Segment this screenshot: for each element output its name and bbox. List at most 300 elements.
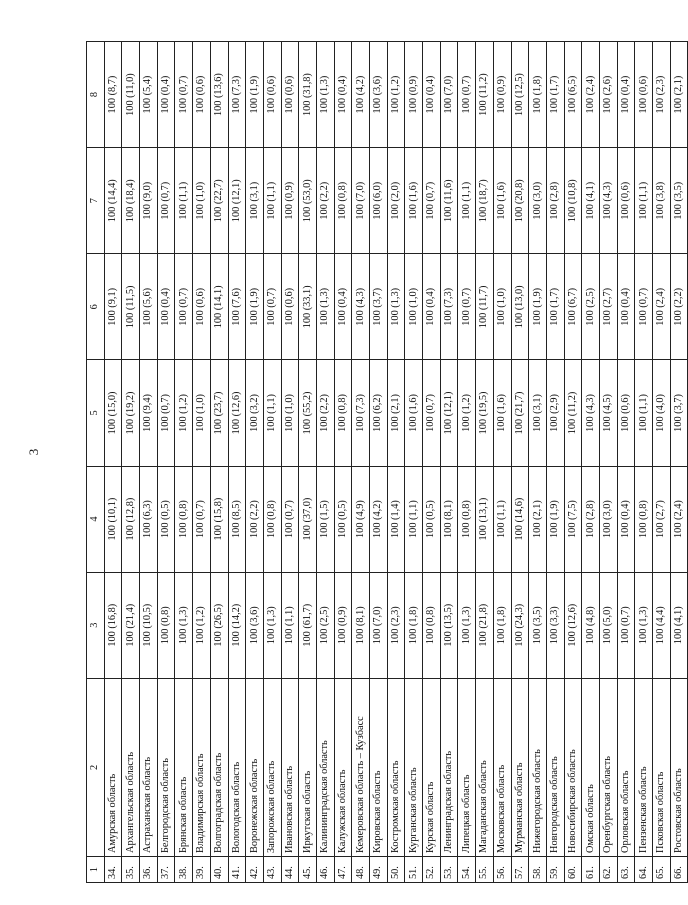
table-row [511, 42, 529, 883]
row-number-cell: 53. [440, 856, 458, 882]
region-name-cell: Калининградская область [316, 678, 334, 856]
row-number-cell: 57. [511, 856, 529, 882]
value-cell: 100 (61,7) [299, 572, 317, 678]
value-cell: 100 (1,8) [493, 572, 511, 678]
region-name-cell: Иркутская область [299, 678, 317, 856]
value-cell: 100 (0,4) [334, 254, 352, 360]
value-cell: 100 (2,5) [316, 572, 334, 678]
value-cell: 100 (1,8) [405, 572, 423, 678]
table-row [104, 42, 122, 883]
value-cell: 100 (24,3) [511, 572, 529, 678]
value-cell: 100 (0,5) [157, 466, 175, 572]
value-cell: 100 (5,6) [140, 254, 158, 360]
value-cell: 100 (0,9) [493, 42, 511, 148]
region-name-cell: Магаданская область [476, 678, 494, 856]
column-header: 5 [87, 360, 105, 466]
row-number-cell: 35. [122, 856, 140, 882]
data-table [86, 41, 688, 883]
table-body [104, 42, 688, 883]
region-name-cell: Астраханская область [140, 678, 158, 856]
value-cell: 100 (1,3) [387, 254, 405, 360]
region-name-cell: Владимирская область [193, 678, 211, 856]
value-cell: 100 (2,4) [582, 42, 600, 148]
value-cell: 100 (12,8) [122, 466, 140, 572]
table-header-row [87, 42, 105, 883]
column-header: 2 [87, 678, 105, 856]
value-cell: 100 (2,2) [316, 360, 334, 466]
value-cell: 100 (0,8) [263, 466, 281, 572]
value-cell: 100 (1,2) [458, 360, 476, 466]
value-cell: 100 (0,7) [157, 148, 175, 254]
value-cell: 100 (1,7) [546, 42, 564, 148]
value-cell: 100 (26,5) [210, 572, 228, 678]
value-cell: 100 (3,5) [670, 148, 688, 254]
value-cell: 100 (0,6) [193, 42, 211, 148]
value-cell: 100 (1,9) [246, 254, 264, 360]
row-number-cell: 48. [352, 856, 370, 882]
table-row [228, 42, 246, 883]
value-cell: 100 (53,0) [299, 148, 317, 254]
table-row [352, 42, 370, 883]
row-number-cell: 41. [228, 856, 246, 882]
table-row [299, 42, 317, 883]
table-row [564, 42, 582, 883]
row-number-cell: 36. [140, 856, 158, 882]
value-cell: 100 (11,2) [476, 42, 494, 148]
region-name-cell: Белгородская область [157, 678, 175, 856]
value-cell: 100 (0,7) [423, 360, 441, 466]
value-cell: 100 (18,4) [122, 148, 140, 254]
value-cell: 100 (7,0) [352, 148, 370, 254]
table-row [334, 42, 352, 883]
value-cell: 100 (31,8) [299, 42, 317, 148]
value-cell: 100 (1,1) [263, 360, 281, 466]
value-cell: 100 (0,5) [334, 466, 352, 572]
region-name-cell: Архангельская область [122, 678, 140, 856]
value-cell: 100 (4,8) [582, 572, 600, 678]
table-row [157, 42, 175, 883]
region-name-cell: Ленинградская область [440, 678, 458, 856]
value-cell: 100 (8,5) [228, 466, 246, 572]
value-cell: 100 (12,1) [228, 148, 246, 254]
region-name-cell: Ивановская область [281, 678, 299, 856]
region-name-cell: Волгоградская область [210, 678, 228, 856]
value-cell: 100 (0,7) [617, 572, 635, 678]
region-name-cell: Мурманская область [511, 678, 529, 856]
value-cell: 100 (2,8) [582, 466, 600, 572]
value-cell: 100 (1,0) [281, 360, 299, 466]
row-number-cell: 54. [458, 856, 476, 882]
row-number-cell: 64. [635, 856, 653, 882]
value-cell: 100 (2,6) [599, 42, 617, 148]
region-name-cell: Новосибирская область [564, 678, 582, 856]
value-cell: 100 (0,6) [263, 42, 281, 148]
region-name-cell: Брянская область [175, 678, 193, 856]
value-cell: 100 (1,2) [193, 572, 211, 678]
value-cell: 100 (37,0) [299, 466, 317, 572]
value-cell: 100 (9,1) [104, 254, 122, 360]
value-cell: 100 (0,8) [423, 572, 441, 678]
value-cell: 100 (14,1) [210, 254, 228, 360]
region-name-cell: Нижегородская область [529, 678, 547, 856]
value-cell: 100 (0,7) [458, 42, 476, 148]
value-cell: 100 (0,7) [175, 42, 193, 148]
row-number-cell: 65. [653, 856, 671, 882]
value-cell: 100 (2,3) [653, 42, 671, 148]
value-cell: 100 (4,3) [352, 254, 370, 360]
row-number-cell: 55. [476, 856, 494, 882]
value-cell: 100 (0,8) [157, 572, 175, 678]
value-cell: 100 (2,7) [599, 254, 617, 360]
value-cell: 100 (7,0) [440, 42, 458, 148]
value-cell: 100 (1,3) [316, 42, 334, 148]
value-cell: 100 (10,1) [104, 466, 122, 572]
value-cell: 100 (0,5) [423, 466, 441, 572]
value-cell: 100 (1,0) [405, 254, 423, 360]
value-cell: 100 (6,5) [564, 42, 582, 148]
table-row [387, 42, 405, 883]
value-cell: 100 (4,2) [370, 466, 388, 572]
value-cell: 100 (4,3) [582, 360, 600, 466]
value-cell: 100 (55,2) [299, 360, 317, 466]
value-cell: 100 (1,1) [175, 148, 193, 254]
value-cell: 100 (14,4) [104, 148, 122, 254]
value-cell: 100 (3,6) [246, 572, 264, 678]
row-number-cell: 44. [281, 856, 299, 882]
value-cell: 100 (8,1) [352, 572, 370, 678]
value-cell: 100 (7,3) [228, 42, 246, 148]
value-cell: 100 (0,4) [617, 42, 635, 148]
value-cell: 100 (2,2) [246, 466, 264, 572]
table-row [175, 42, 193, 883]
row-number-cell: 49. [370, 856, 388, 882]
value-cell: 100 (4,9) [352, 466, 370, 572]
value-cell: 100 (19,2) [122, 360, 140, 466]
value-cell: 100 (0,8) [334, 360, 352, 466]
table-row [582, 42, 600, 883]
value-cell: 100 (2,4) [653, 254, 671, 360]
value-cell: 100 (0,7) [193, 466, 211, 572]
value-cell: 100 (8,7) [104, 42, 122, 148]
value-cell: 100 (12,1) [440, 360, 458, 466]
value-cell: 100 (20,8) [511, 148, 529, 254]
value-cell: 100 (9,4) [140, 360, 158, 466]
value-cell: 100 (2,1) [529, 466, 547, 572]
value-cell: 100 (1,1) [263, 148, 281, 254]
value-cell: 100 (12,5) [511, 42, 529, 148]
value-cell: 100 (11,6) [440, 148, 458, 254]
value-cell: 100 (10,8) [564, 148, 582, 254]
value-cell: 100 (0,4) [423, 42, 441, 148]
value-cell: 100 (15,8) [210, 466, 228, 572]
region-name-cell: Костромская область [387, 678, 405, 856]
value-cell: 100 (4,4) [653, 572, 671, 678]
region-name-cell: Московская область [493, 678, 511, 856]
value-cell: 100 (3,7) [370, 254, 388, 360]
value-cell: 100 (11,2) [564, 360, 582, 466]
value-cell: 100 (13,5) [440, 572, 458, 678]
value-cell: 100 (0,7) [423, 148, 441, 254]
region-name-cell: Ростовская область [670, 678, 688, 856]
row-number-cell: 39. [193, 856, 211, 882]
value-cell: 100 (2,2) [670, 254, 688, 360]
value-cell: 100 (0,4) [617, 254, 635, 360]
row-number-cell: 60. [564, 856, 582, 882]
value-cell: 100 (0,6) [617, 148, 635, 254]
table-row [370, 42, 388, 883]
value-cell: 100 (15,0) [104, 360, 122, 466]
value-cell: 100 (1,6) [493, 360, 511, 466]
region-name-cell: Орловская область [617, 678, 635, 856]
value-cell: 100 (0,6) [635, 42, 653, 148]
value-cell: 100 (1,1) [635, 148, 653, 254]
rotated-table-container [86, 41, 685, 883]
value-cell: 100 (1,6) [405, 148, 423, 254]
table-row [617, 42, 635, 883]
table-row [670, 42, 688, 883]
value-cell: 100 (1,0) [193, 360, 211, 466]
page-number: 3 [26, 448, 41, 456]
value-cell: 100 (3,5) [529, 572, 547, 678]
value-cell: 100 (0,4) [157, 254, 175, 360]
value-cell: 100 (0,6) [281, 42, 299, 148]
value-cell: 100 (1,1) [281, 572, 299, 678]
value-cell: 100 (0,8) [458, 466, 476, 572]
value-cell: 100 (0,7) [458, 254, 476, 360]
value-cell: 100 (1,1) [458, 148, 476, 254]
value-cell: 100 (7,5) [564, 466, 582, 572]
value-cell: 100 (23,7) [210, 360, 228, 466]
value-cell: 100 (7,3) [440, 254, 458, 360]
value-cell: 100 (0,4) [617, 466, 635, 572]
row-number-cell: 46. [316, 856, 334, 882]
value-cell: 100 (0,4) [423, 254, 441, 360]
value-cell: 100 (6,2) [370, 360, 388, 466]
table-row [599, 42, 617, 883]
value-cell: 100 (6,0) [370, 148, 388, 254]
value-cell: 100 (4,5) [599, 360, 617, 466]
table-row [210, 42, 228, 883]
value-cell: 100 (3,8) [653, 148, 671, 254]
value-cell: 100 (1,9) [529, 254, 547, 360]
value-cell: 100 (11,0) [122, 42, 140, 148]
value-cell: 100 (1,6) [493, 148, 511, 254]
region-name-cell: Амурская область [104, 678, 122, 856]
value-cell: 100 (1,3) [263, 572, 281, 678]
value-cell: 100 (1,1) [405, 466, 423, 572]
row-number-cell: 63. [617, 856, 635, 882]
row-number-cell: 56. [493, 856, 511, 882]
value-cell: 100 (11,7) [476, 254, 494, 360]
value-cell: 100 (0,8) [175, 466, 193, 572]
value-cell: 100 (3,7) [670, 360, 688, 466]
value-cell: 100 (22,7) [210, 148, 228, 254]
value-cell: 100 (1,7) [546, 254, 564, 360]
row-number-cell: 59. [546, 856, 564, 882]
value-cell: 100 (3,1) [529, 360, 547, 466]
value-cell: 100 (1,3) [458, 572, 476, 678]
value-cell: 100 (0,7) [263, 254, 281, 360]
value-cell: 100 (18,7) [476, 148, 494, 254]
value-cell: 100 (1,1) [493, 466, 511, 572]
value-cell: 100 (21,7) [511, 360, 529, 466]
table-row [122, 42, 140, 883]
column-header: 3 [87, 572, 105, 678]
value-cell: 100 (10,5) [140, 572, 158, 678]
value-cell: 100 (0,6) [617, 360, 635, 466]
value-cell: 100 (0,7) [635, 254, 653, 360]
table-row [458, 42, 476, 883]
row-number-cell: 66. [670, 856, 688, 882]
value-cell: 100 (0,9) [281, 148, 299, 254]
value-cell: 100 (2,4) [670, 466, 688, 572]
table-row [476, 42, 494, 883]
value-cell: 100 (2,7) [653, 466, 671, 572]
column-header: 6 [87, 254, 105, 360]
value-cell: 100 (0,7) [281, 466, 299, 572]
value-cell: 100 (0,6) [193, 254, 211, 360]
value-cell: 100 (2,0) [387, 148, 405, 254]
table-row [246, 42, 264, 883]
value-cell: 100 (2,1) [387, 360, 405, 466]
value-cell: 100 (3,1) [246, 148, 264, 254]
value-cell: 100 (11,5) [122, 254, 140, 360]
value-cell: 100 (4,0) [653, 360, 671, 466]
value-cell: 100 (1,5) [316, 466, 334, 572]
value-cell: 100 (14,6) [511, 466, 529, 572]
value-cell: 100 (1,9) [546, 466, 564, 572]
row-number-cell: 40. [210, 856, 228, 882]
value-cell: 100 (4,1) [582, 148, 600, 254]
row-number-cell: 51. [405, 856, 423, 882]
value-cell: 100 (1,0) [493, 254, 511, 360]
table-row [529, 42, 547, 883]
value-cell: 100 (9,0) [140, 148, 158, 254]
value-cell: 100 (2,3) [387, 572, 405, 678]
row-number-cell: 62. [599, 856, 617, 882]
column-header: 1 [87, 856, 105, 882]
region-name-cell: Кемеровская область – Кузбасс [352, 678, 370, 856]
table-row [405, 42, 423, 883]
value-cell: 100 (4,2) [352, 42, 370, 148]
value-cell: 100 (3,2) [246, 360, 264, 466]
column-header: 4 [87, 466, 105, 572]
region-name-cell: Воронежская область [246, 678, 264, 856]
value-cell: 100 (2,8) [546, 148, 564, 254]
value-cell: 100 (7,3) [352, 360, 370, 466]
value-cell: 100 (0,8) [635, 466, 653, 572]
region-name-cell: Калужская область [334, 678, 352, 856]
table-row [493, 42, 511, 883]
value-cell: 100 (19,5) [476, 360, 494, 466]
table-row [423, 42, 441, 883]
region-name-cell: Пензенская область [635, 678, 653, 856]
table-row [546, 42, 564, 883]
value-cell: 100 (12,6) [564, 572, 582, 678]
value-cell: 100 (6,7) [564, 254, 582, 360]
column-header: 8 [87, 42, 105, 148]
region-name-cell: Новгородская область [546, 678, 564, 856]
value-cell: 100 (1,0) [193, 148, 211, 254]
value-cell: 100 (1,1) [635, 360, 653, 466]
value-cell: 100 (0,4) [157, 42, 175, 148]
region-name-cell: Оренбургская область [599, 678, 617, 856]
table-row [281, 42, 299, 883]
table-row [316, 42, 334, 883]
value-cell: 100 (12,6) [228, 360, 246, 466]
value-cell: 100 (21,4) [122, 572, 140, 678]
region-name-cell: Кировская область [370, 678, 388, 856]
value-cell: 100 (14,2) [228, 572, 246, 678]
value-cell: 100 (4,1) [670, 572, 688, 678]
region-name-cell: Липецкая область [458, 678, 476, 856]
value-cell: 100 (2,9) [546, 360, 564, 466]
region-name-cell: Курганская область [405, 678, 423, 856]
value-cell: 100 (2,2) [316, 148, 334, 254]
value-cell: 100 (1,8) [529, 42, 547, 148]
row-number-cell: 34. [104, 856, 122, 882]
value-cell: 100 (1,2) [175, 360, 193, 466]
row-number-cell: 50. [387, 856, 405, 882]
value-cell: 100 (0,4) [334, 42, 352, 148]
value-cell: 100 (3,6) [370, 42, 388, 148]
value-cell: 100 (1,6) [405, 360, 423, 466]
value-cell: 100 (13,6) [210, 42, 228, 148]
value-cell: 100 (3,0) [599, 466, 617, 572]
value-cell: 100 (7,6) [228, 254, 246, 360]
value-cell: 100 (5,0) [599, 572, 617, 678]
region-name-cell: Омская область [582, 678, 600, 856]
value-cell: 100 (21,8) [476, 572, 494, 678]
value-cell: 100 (0,9) [334, 572, 352, 678]
value-cell: 100 (1,2) [387, 42, 405, 148]
value-cell: 100 (16,8) [104, 572, 122, 678]
table-row [140, 42, 158, 883]
table-row [193, 42, 211, 883]
value-cell: 100 (13,0) [511, 254, 529, 360]
value-cell: 100 (3,0) [529, 148, 547, 254]
row-number-cell: 47. [334, 856, 352, 882]
value-cell: 100 (0,7) [157, 360, 175, 466]
value-cell: 100 (7,0) [370, 572, 388, 678]
value-cell: 100 (33,1) [299, 254, 317, 360]
value-cell: 100 (0,8) [334, 148, 352, 254]
value-cell: 100 (4,3) [599, 148, 617, 254]
value-cell: 100 (1,3) [175, 572, 193, 678]
value-cell: 100 (1,3) [635, 572, 653, 678]
row-number-cell: 42. [246, 856, 264, 882]
row-number-cell: 52. [423, 856, 441, 882]
region-name-cell: Запорожская область [263, 678, 281, 856]
value-cell: 100 (8,1) [440, 466, 458, 572]
table-row [440, 42, 458, 883]
row-number-cell: 61. [582, 856, 600, 882]
value-cell: 100 (1,9) [246, 42, 264, 148]
table-row [263, 42, 281, 883]
value-cell: 100 (2,1) [670, 42, 688, 148]
value-cell: 100 (0,9) [405, 42, 423, 148]
value-cell: 100 (1,4) [387, 466, 405, 572]
value-cell: 100 (0,6) [281, 254, 299, 360]
value-cell: 100 (3,3) [546, 572, 564, 678]
value-cell: 100 (0,7) [175, 254, 193, 360]
region-name-cell: Псковская область [653, 678, 671, 856]
value-cell: 100 (1,3) [316, 254, 334, 360]
table-row [653, 42, 671, 883]
row-number-cell: 38. [175, 856, 193, 882]
column-header: 7 [87, 148, 105, 254]
region-name-cell: Курская область [423, 678, 441, 856]
